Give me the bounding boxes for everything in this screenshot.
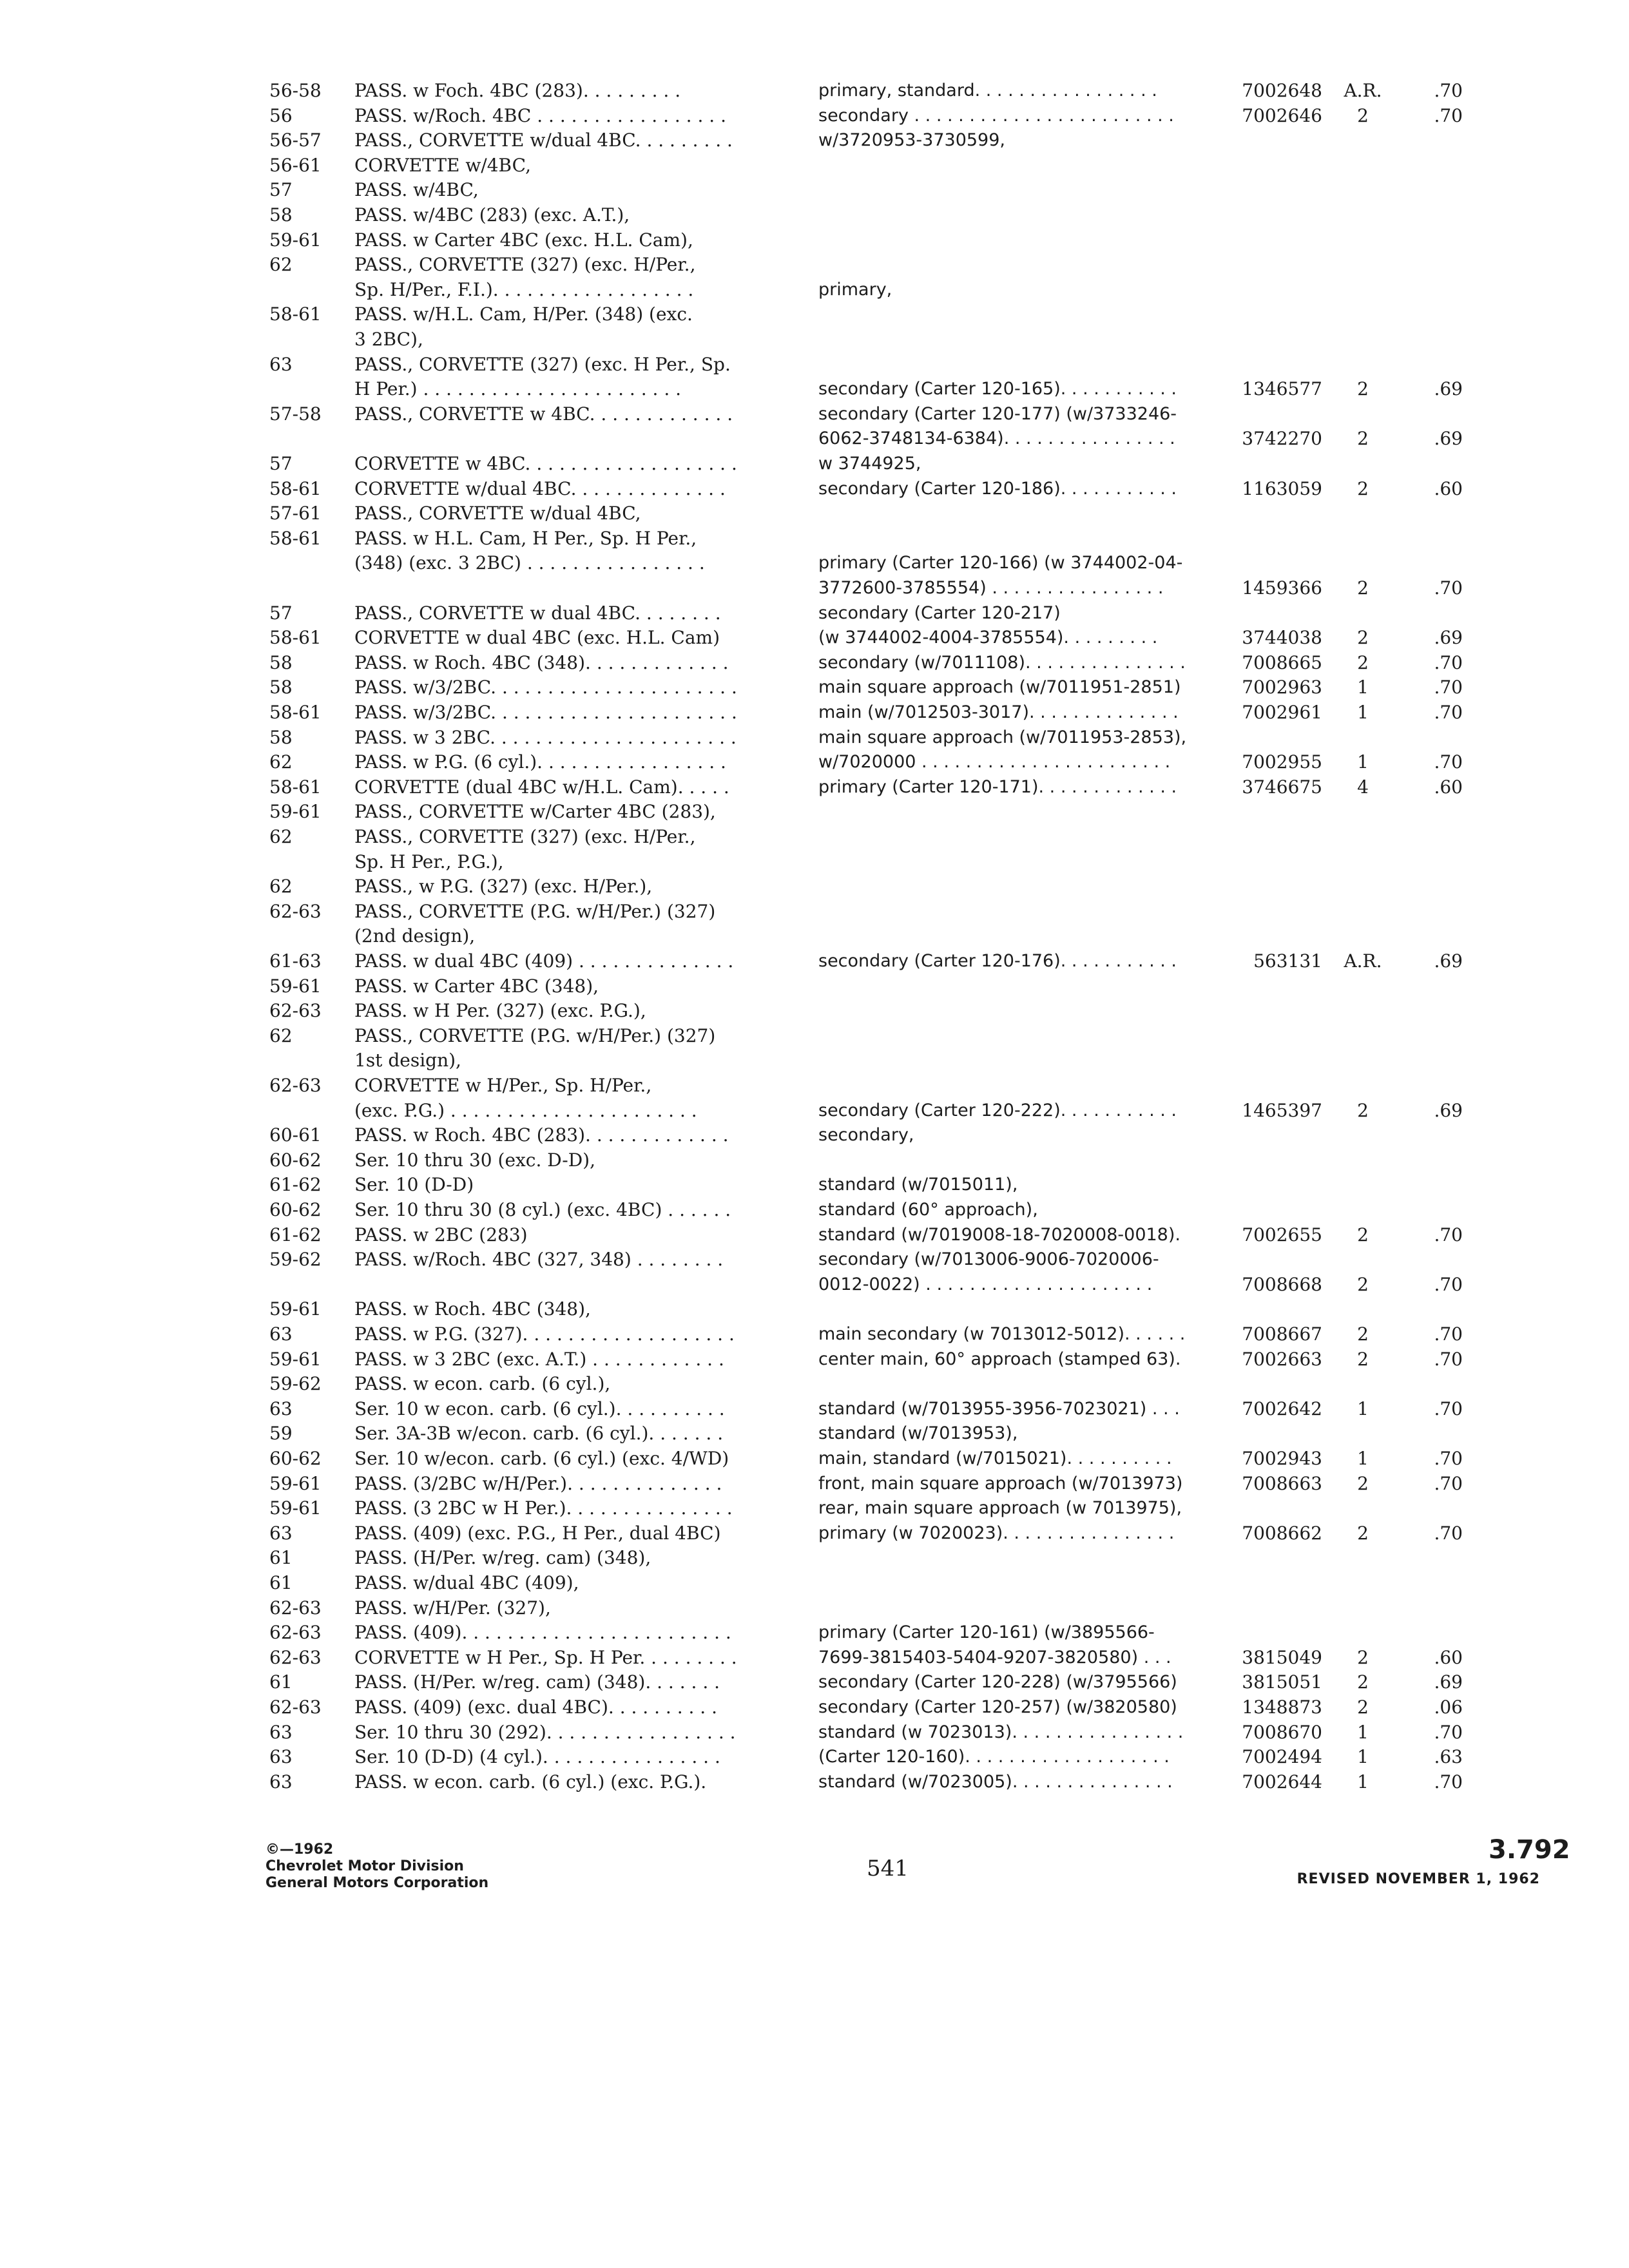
application-cell: PASS., CORVETTE (327) (exc. H Per., Sp. <box>354 353 731 375</box>
quantity-cell: 2 <box>1357 1099 1369 1121</box>
description-cell: secondary (w/7013006-9006-7020006- <box>818 1249 1159 1270</box>
application-cell: H Per.) . . . . . . . . . . . . . . . . . . . . . . . <box>354 378 682 400</box>
application-cell: PASS. w econ. carb. (6 cyl.), <box>354 1373 611 1395</box>
price-cell: .69 <box>1434 378 1463 400</box>
year-cell: 62-63 <box>269 1000 322 1022</box>
part-number-cell: 7002646 <box>1242 104 1322 126</box>
description-cell: 7699-3815403-5404-9207-3820580) . . . <box>818 1647 1171 1667</box>
application-cell: PASS. w/3/2BC. . . . . . . . . . . . . . . . . . . . . . <box>354 702 737 723</box>
year-cell: 57 <box>269 602 293 624</box>
application-cell: PASS., w P.G. (327) (exc. H/Per.), <box>354 876 653 898</box>
year-cell: 62 <box>269 876 293 898</box>
year-cell: 62-63 <box>269 1696 322 1718</box>
application-cell: (2nd design), <box>354 925 476 947</box>
description-cell: standard (w 7023013). . . . . . . . . . . . . . . . <box>818 1722 1184 1742</box>
year-cell: 59-61 <box>269 975 322 997</box>
quantity-cell: 1 <box>1357 1746 1369 1768</box>
description-cell: secondary (w/7011108). . . . . . . . . . . . . . . <box>818 652 1186 673</box>
part-number-cell: 7008663 <box>1242 1472 1322 1494</box>
year-cell: 61 <box>269 1547 293 1569</box>
application-cell: PASS. (409). . . . . . . . . . . . . . . . . . . . . . . . <box>354 1622 731 1644</box>
application-cell: PASS. w P.G. (327). . . . . . . . . . . . . . . . . . . <box>354 1323 735 1345</box>
quantity-cell: 1 <box>1357 1721 1369 1743</box>
revision-date: REVISED NOVEMBER 1, 1962 <box>1296 1871 1540 1887</box>
quantity-cell: 2 <box>1357 577 1369 599</box>
price-cell: .70 <box>1434 751 1463 773</box>
price-cell: .06 <box>1434 1696 1463 1718</box>
year-cell: 58 <box>269 677 293 698</box>
price-cell: .70 <box>1434 1771 1463 1792</box>
description-cell: primary (Carter 120-171). . . . . . . . . . . . . <box>818 776 1177 797</box>
description-cell: main secondary (w 7013012-5012). . . . . . <box>818 1324 1186 1344</box>
year-cell: 62-63 <box>269 1622 322 1644</box>
application-cell: Sp. H/Per., F.I.). . . . . . . . . . . . . . . . . . <box>354 278 694 300</box>
year-cell: 58-61 <box>269 477 322 499</box>
quantity-cell: 2 <box>1357 627 1369 649</box>
year-cell: 59-61 <box>269 229 322 251</box>
application-cell: Ser. 3A-3B w/econ. carb. (6 cyl.). . . . . . . <box>354 1423 724 1445</box>
application-cell: PASS. w P.G. (6 cyl.). . . . . . . . . . . . . . . . . <box>354 751 726 773</box>
year-cell: 62 <box>269 826 293 847</box>
quantity-cell: 2 <box>1357 378 1369 400</box>
price-cell: .63 <box>1434 1746 1463 1768</box>
application-cell: PASS. w 3 2BC. . . . . . . . . . . . . . . . . . . . . . <box>354 726 737 748</box>
price-cell: .70 <box>1434 104 1463 126</box>
year-cell: 58-61 <box>269 627 322 649</box>
year-cell: 62-63 <box>269 1075 322 1096</box>
year-cell: 62 <box>269 254 293 276</box>
application-cell: PASS., CORVETTE w 4BC. . . . . . . . . . . . . <box>354 403 733 425</box>
corporation-line: General Motors Corporation <box>265 1875 489 1891</box>
price-cell: .70 <box>1434 1721 1463 1743</box>
description-cell: secondary (Carter 120-177) (w/3733246- <box>818 403 1177 424</box>
year-cell: 62-63 <box>269 900 322 922</box>
year-cell: 60-62 <box>269 1149 322 1171</box>
quantity-cell: 2 <box>1357 651 1369 673</box>
year-cell: 56-57 <box>269 130 322 151</box>
description-cell: primary, <box>818 279 892 300</box>
year-cell: 63 <box>269 1721 293 1743</box>
year-cell: 58 <box>269 651 293 673</box>
price-cell: .69 <box>1434 1671 1463 1693</box>
application-cell: PASS. w 2BC (283) <box>354 1224 528 1245</box>
year-cell: 60-61 <box>269 1124 322 1146</box>
application-cell: PASS. w 3 2BC (exc. A.T.) . . . . . . . . . . . . <box>354 1348 724 1370</box>
quantity-cell: A.R. <box>1344 950 1382 972</box>
application-cell: PASS., CORVETTE w/dual 4BC, <box>354 503 641 524</box>
description-cell: secondary (Carter 120-222). . . . . . . . . . . <box>818 1100 1177 1120</box>
application-cell: Ser. 10 w/econ. carb. (6 cyl.) (exc. 4/WD) <box>354 1448 729 1469</box>
application-cell: PASS. w H Per. (327) (exc. P.G.), <box>354 1000 646 1022</box>
application-cell: PASS. w dual 4BC (409) . . . . . . . . . . . . . . <box>354 950 734 972</box>
part-number-cell: 7008667 <box>1242 1323 1322 1345</box>
description-cell: w/3720953-3730599, <box>818 130 1005 151</box>
description-cell: main (w/7012503-3017). . . . . . . . . . . . . . <box>818 702 1179 722</box>
description-cell: primary (Carter 120-166) (w 3744002-04- <box>818 553 1183 573</box>
quantity-cell: 1 <box>1357 1448 1369 1469</box>
year-cell: 56-58 <box>269 80 322 101</box>
part-number-cell: 7002963 <box>1242 677 1322 698</box>
price-cell: .60 <box>1434 477 1463 499</box>
description-cell: standard (w/7013955-3956-7023021) . . . <box>818 1398 1180 1419</box>
year-cell: 61 <box>269 1671 293 1693</box>
description-cell: standard (w/7013953), <box>818 1423 1018 1444</box>
description-cell: (Carter 120-160). . . . . . . . . . . . . . . . . . . <box>818 1747 1170 1767</box>
price-cell: .70 <box>1434 677 1463 698</box>
quantity-cell: 2 <box>1357 1472 1369 1494</box>
quantity-cell: 2 <box>1357 1348 1369 1370</box>
application-cell: Ser. 10 thru 30 (8 cyl.) (exc. 4BC) . . . . . . <box>354 1199 731 1220</box>
application-cell: CORVETTE w/dual 4BC. . . . . . . . . . . . . . <box>354 477 726 499</box>
application-cell: (exc. P.G.) . . . . . . . . . . . . . . . . . . . . . . <box>354 1099 697 1121</box>
description-cell: primary (Carter 120-161) (w/3895566- <box>818 1622 1155 1643</box>
page-number: 541 <box>867 1856 909 1881</box>
quantity-cell: 1 <box>1357 1398 1369 1419</box>
part-number-cell: 7008668 <box>1242 1273 1322 1295</box>
part-number-cell: 1459366 <box>1242 577 1322 599</box>
year-cell: 61-62 <box>269 1224 322 1245</box>
year-cell: 63 <box>269 1398 293 1419</box>
description-cell: front, main square approach (w/7013973) <box>818 1473 1183 1494</box>
quantity-cell: 4 <box>1357 776 1369 798</box>
year-cell: 60-62 <box>269 1448 322 1469</box>
application-cell: PASS. (3/2BC w/H/Per.). . . . . . . . . . . . . . <box>354 1472 722 1494</box>
part-number-cell: 7008662 <box>1242 1522 1322 1544</box>
price-cell: .70 <box>1434 1522 1463 1544</box>
application-cell: Ser. 10 thru 30 (292). . . . . . . . . . . . . . . . . <box>354 1721 736 1743</box>
year-cell: 57 <box>269 453 293 474</box>
application-cell: PASS. (409) (exc. P.G., H Per., dual 4BC) <box>354 1522 721 1544</box>
price-cell: .70 <box>1434 1398 1463 1419</box>
year-cell: 61-63 <box>269 950 322 972</box>
price-cell: .70 <box>1434 1448 1463 1469</box>
price-cell: .70 <box>1434 1273 1463 1295</box>
part-number-cell: 1465397 <box>1242 1099 1322 1121</box>
application-cell: PASS., CORVETTE (P.G. w/H/Per.) (327) <box>354 900 716 922</box>
year-cell: 58 <box>269 726 293 748</box>
year-cell: 59-62 <box>269 1249 322 1271</box>
application-cell: Ser. 10 w econ. carb. (6 cyl.). . . . . . . . . . <box>354 1398 725 1419</box>
part-number-cell: 7002961 <box>1242 702 1322 723</box>
description-cell: secondary, <box>818 1125 914 1146</box>
part-number-cell: 3815049 <box>1242 1646 1322 1668</box>
application-cell: PASS. w Carter 4BC (348), <box>354 975 599 997</box>
year-cell: 62-63 <box>269 1597 322 1619</box>
part-number-cell: 7008670 <box>1242 1721 1322 1743</box>
application-cell: PASS. w Carter 4BC (exc. H.L. Cam), <box>354 229 693 251</box>
application-cell: PASS. w/H.L. Cam, H/Per. (348) (exc. <box>354 303 693 325</box>
description-cell: 0012-0022) . . . . . . . . . . . . . . . . . . . . . <box>818 1274 1153 1294</box>
application-cell: 3 2BC), <box>354 329 423 350</box>
description-cell: main square approach (w/7011951-2851) <box>818 677 1181 698</box>
quantity-cell: 1 <box>1357 702 1369 723</box>
part-number-cell: 7002494 <box>1242 1746 1322 1768</box>
part-number-cell: 3742270 <box>1242 428 1322 450</box>
description-cell: standard (w/7019008-18-7020008-0018). <box>818 1224 1181 1245</box>
description-cell: secondary (Carter 120-176). . . . . . . . . . . <box>818 951 1177 971</box>
part-number-cell: 3815051 <box>1242 1671 1322 1693</box>
description-cell: primary, standard. . . . . . . . . . . . . . . . . <box>818 81 1157 101</box>
part-number-cell: 1163059 <box>1242 477 1322 499</box>
application-cell: CORVETTE w/4BC, <box>354 154 531 176</box>
price-cell: .70 <box>1434 1224 1463 1245</box>
price-cell: .70 <box>1434 702 1463 723</box>
part-number-cell: 7002943 <box>1242 1448 1322 1469</box>
price-cell: .60 <box>1434 1646 1463 1668</box>
quantity-cell: 2 <box>1357 1671 1369 1693</box>
year-cell: 58-61 <box>269 303 322 325</box>
description-cell: secondary (Carter 120-228) (w/3795566) <box>818 1672 1177 1693</box>
part-number-cell: 563131 <box>1253 950 1322 972</box>
price-cell: .69 <box>1434 627 1463 649</box>
description-cell: rear, main square approach (w 7013975), <box>818 1498 1182 1519</box>
price-cell: .60 <box>1434 776 1463 798</box>
year-cell: 61-62 <box>269 1174 322 1196</box>
quantity-cell: 1 <box>1357 1771 1369 1792</box>
application-cell: PASS. w Roch. 4BC (348), <box>354 1298 591 1320</box>
application-cell: PASS. (3 2BC w H Per.). . . . . . . . . . . . . . . <box>354 1497 733 1519</box>
application-cell: PASS., CORVETTE (327) (exc. H/Per., <box>354 254 696 276</box>
description-cell: w/7020000 . . . . . . . . . . . . . . . . . . . . . . . <box>818 752 1171 773</box>
description-cell: main, standard (w/7015021). . . . . . . . . . <box>818 1448 1172 1468</box>
year-cell: 62-63 <box>269 1646 322 1668</box>
application-cell: PASS. w/4BC, <box>354 179 479 201</box>
application-cell: PASS., CORVETTE w/dual 4BC. . . . . . . . . <box>354 130 733 151</box>
application-cell: CORVETTE w H/Per., Sp. H/Per., <box>354 1075 652 1096</box>
year-cell: 56-61 <box>269 154 322 176</box>
year-cell: 63 <box>269 1522 293 1544</box>
division-line: Chevrolet Motor Division <box>265 1858 464 1874</box>
application-cell: PASS. w Roch. 4BC (283). . . . . . . . . . . . . <box>354 1124 729 1146</box>
description-cell: 3772600-3785554) . . . . . . . . . . . . . . . . <box>818 578 1164 598</box>
description-cell: main square approach (w/7011953-2853), <box>818 727 1187 747</box>
application-cell: PASS. (H/Per. w/reg. cam) (348), <box>354 1547 651 1569</box>
application-cell: Ser. 10 (D-D) <box>354 1174 474 1196</box>
year-cell: 58-61 <box>269 776 322 798</box>
price-cell: .69 <box>1434 428 1463 450</box>
year-cell: 59-61 <box>269 1298 322 1320</box>
part-number-cell: 7002955 <box>1242 751 1322 773</box>
year-cell: 57-58 <box>269 403 322 425</box>
copyright-line: ©—1962 <box>265 1841 334 1858</box>
application-cell: CORVETTE w dual 4BC (exc. H.L. Cam) <box>354 627 720 649</box>
quantity-cell: 2 <box>1357 1522 1369 1544</box>
application-cell: Sp. H Per., P.G.), <box>354 850 504 872</box>
application-cell: PASS., CORVETTE (327) (exc. H/Per., <box>354 826 696 847</box>
application-cell: Ser. 10 (D-D) (4 cyl.). . . . . . . . . . . . . . . . <box>354 1746 720 1768</box>
year-cell: 59-62 <box>269 1373 322 1395</box>
year-cell: 59 <box>269 1423 293 1445</box>
quantity-cell: 2 <box>1357 1273 1369 1295</box>
application-cell: PASS. w econ. carb. (6 cyl.) (exc. P.G.). <box>354 1771 707 1792</box>
year-cell: 59-61 <box>269 1348 322 1370</box>
publisher-block <box>265 1841 488 1892</box>
description-cell: standard (60° approach), <box>818 1200 1038 1220</box>
description-cell: secondary (Carter 120-186). . . . . . . . . . . <box>818 478 1177 499</box>
year-cell: 63 <box>269 1771 293 1792</box>
part-number-cell: 7002655 <box>1242 1224 1322 1245</box>
quantity-cell: 2 <box>1357 1224 1369 1245</box>
quantity-cell: 2 <box>1357 477 1369 499</box>
quantity-cell: 1 <box>1357 751 1369 773</box>
application-cell: PASS. (409) (exc. dual 4BC). . . . . . . . . . <box>354 1696 717 1718</box>
quantity-cell: A.R. <box>1344 80 1382 101</box>
year-cell: 60-62 <box>269 1199 322 1220</box>
description-cell: center main, 60° approach (stamped 63). <box>818 1349 1181 1369</box>
year-cell: 59-61 <box>269 1472 322 1494</box>
application-cell: PASS. w/4BC (283) (exc. A.T.), <box>354 204 630 226</box>
part-number-cell: 1348873 <box>1242 1696 1322 1718</box>
price-cell: .70 <box>1434 577 1463 599</box>
year-cell: 58 <box>269 204 293 226</box>
part-number-cell: 3744038 <box>1242 627 1322 649</box>
application-cell: CORVETTE w H Per., Sp. H Per. . . . . . . . . <box>354 1646 737 1668</box>
application-cell: PASS. w Roch. 4BC (348). . . . . . . . . . . . . <box>354 651 729 673</box>
application-cell: PASS. w/3/2BC. . . . . . . . . . . . . . . . . . . . . . <box>354 677 737 698</box>
application-cell: CORVETTE (dual 4BC w/H.L. Cam). . . . . <box>354 776 729 798</box>
price-cell: .69 <box>1434 950 1463 972</box>
description-cell: w 3744925, <box>818 454 921 474</box>
description-cell: standard (w/7023005). . . . . . . . . . . . . . . <box>818 1771 1173 1792</box>
description-cell: 6062-3748134-6384). . . . . . . . . . . . . . . . <box>818 428 1175 449</box>
application-cell: Ser. 10 thru 30 (exc. D-D), <box>354 1149 595 1171</box>
year-cell: 62 <box>269 1024 293 1046</box>
quantity-cell: 2 <box>1357 428 1369 450</box>
year-cell: 58-61 <box>269 702 322 723</box>
quantity-cell: 2 <box>1357 1323 1369 1345</box>
year-cell: 61 <box>269 1572 293 1593</box>
application-cell: PASS. (H/Per. w/reg. cam) (348). . . . . . . <box>354 1671 720 1693</box>
application-cell: (348) (exc. 3 2BC) . . . . . . . . . . . . . . . . <box>354 552 705 574</box>
price-cell: .70 <box>1434 1472 1463 1494</box>
description-cell: secondary (Carter 120-257) (w/3820580) <box>818 1697 1177 1717</box>
quantity-cell: 1 <box>1357 677 1369 698</box>
description-cell: primary (w 7020023). . . . . . . . . . . . . . . . <box>818 1523 1175 1543</box>
year-cell: 62 <box>269 751 293 773</box>
part-number-cell: 7002648 <box>1242 80 1322 101</box>
part-number-cell: 7002644 <box>1242 1771 1322 1792</box>
price-cell: .70 <box>1434 1323 1463 1345</box>
description-cell: secondary (Carter 120-165). . . . . . . . . . . <box>818 379 1177 399</box>
application-cell: PASS. w H.L. Cam, H Per., Sp. H Per., <box>354 527 697 549</box>
application-cell: PASS., CORVETTE w dual 4BC. . . . . . . . <box>354 602 721 624</box>
description-cell: standard (w/7015011), <box>818 1175 1018 1195</box>
section-number: 3.792 <box>1489 1835 1570 1865</box>
quantity-cell: 2 <box>1357 1696 1369 1718</box>
part-number-cell: 7008665 <box>1242 651 1322 673</box>
application-cell: PASS. w/Roch. 4BC . . . . . . . . . . . . . . . . . <box>354 104 726 126</box>
application-cell: PASS. w/dual 4BC (409), <box>354 1572 579 1593</box>
price-cell: .69 <box>1434 1099 1463 1121</box>
year-cell: 63 <box>269 1323 293 1345</box>
year-cell: 63 <box>269 353 293 375</box>
application-cell: PASS. w Foch. 4BC (283). . . . . . . . . <box>354 80 681 101</box>
application-cell: CORVETTE w 4BC. . . . . . . . . . . . . . . . . . . <box>354 453 737 474</box>
price-cell: .70 <box>1434 651 1463 673</box>
application-cell: 1st design), <box>354 1050 461 1072</box>
application-cell: PASS., CORVETTE w/Carter 4BC (283), <box>354 801 716 823</box>
quantity-cell: 2 <box>1357 104 1369 126</box>
part-number-cell: 1346577 <box>1242 378 1322 400</box>
price-cell: .70 <box>1434 80 1463 101</box>
description-cell: (w 3744002-4004-3785554). . . . . . . . . <box>818 628 1158 648</box>
year-cell: 59-61 <box>269 801 322 823</box>
application-cell: PASS. w/H/Per. (327), <box>354 1597 551 1619</box>
year-cell: 63 <box>269 1746 293 1768</box>
part-number-cell: 7002663 <box>1242 1348 1322 1370</box>
application-cell: PASS., CORVETTE (P.G. w/H/Per.) (327) <box>354 1024 716 1046</box>
year-cell: 56 <box>269 104 293 126</box>
application-cell: PASS. w/Roch. 4BC (327, 348) . . . . . . . . <box>354 1249 724 1271</box>
year-cell: 57-61 <box>269 503 322 524</box>
year-cell: 59-61 <box>269 1497 322 1519</box>
year-cell: 58-61 <box>269 527 322 549</box>
price-cell: .70 <box>1434 1348 1463 1370</box>
description-cell: secondary . . . . . . . . . . . . . . . . . . . . . . . . <box>818 105 1174 126</box>
part-number-cell: 7002642 <box>1242 1398 1322 1419</box>
quantity-cell: 2 <box>1357 1646 1369 1668</box>
year-cell: 57 <box>269 179 293 201</box>
part-number-cell: 3746675 <box>1242 776 1322 798</box>
description-cell: secondary (Carter 120-217) <box>818 602 1061 623</box>
